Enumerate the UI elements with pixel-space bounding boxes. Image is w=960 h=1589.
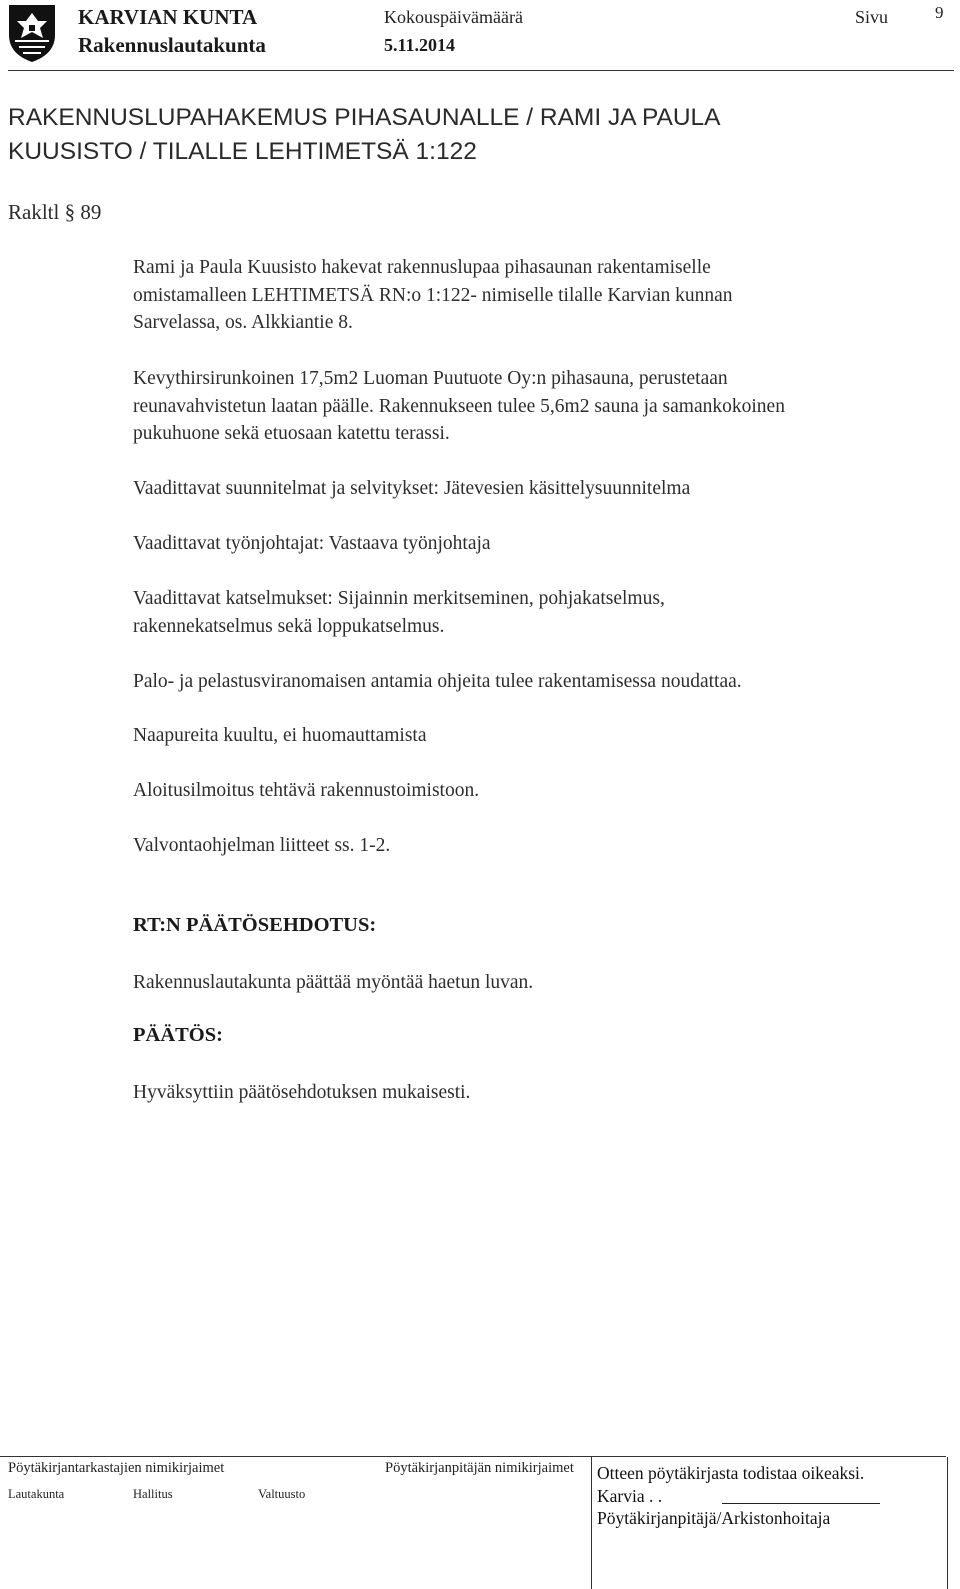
fire-authority-note: Palo- ja pelastusviranomaisen antamia ohjeita tulee rakentamisessa noudattaa.: [133, 671, 742, 692]
building-description-paragraph: [133, 365, 785, 448]
decision-heading: PÄÄTÖS:: [133, 1024, 223, 1046]
paragraph-line: Kevythirsirunkoinen 17,5m2 Luoman Puutuote Oy:n pihasauna, perustetaan: [133, 368, 728, 389]
section-reference: Rakltl § 89: [8, 200, 102, 224]
meeting-date-value: 5.11.2014: [384, 35, 456, 55]
proposal-text: Rakennuslautakunta päättää myöntää haetun luvan.: [133, 972, 534, 993]
meeting-date-label: Kokouspäivämäärä: [384, 7, 523, 27]
document-title: [8, 101, 721, 169]
application-paragraph: [133, 254, 733, 337]
paragraph-line: Sarvelassa, os. Alkkiantie 8.: [133, 312, 353, 333]
footer-column-government: Hallitus: [133, 1487, 173, 1501]
paragraph-line: Vaadittavat katselmukset: Sijainnin merkitseminen, pohjakatselmus,: [133, 588, 665, 609]
certification-signer-title: Pöytäkirjanpitäjä/Arkistonhoitaja: [597, 1508, 831, 1528]
organization-name: KARVIAN KUNTA: [78, 5, 258, 29]
header-divider: [8, 70, 954, 71]
footer-column-board: Lautakunta: [8, 1487, 65, 1501]
paragraph-line: reunavahvistetun laatan päälle. Rakennukseen tulee 5,6m2 sauna ja samankokoinen: [133, 395, 785, 417]
secretary-initials-label: Pöytäkirjanpitäjän nimikirjaimet: [385, 1460, 574, 1476]
footer-column-council: Valtuusto: [258, 1487, 306, 1501]
paragraph-line: omistamalleen LEHTIMETSÄ RN:o 1:122- nimiselle tilalle Karvian kunnan: [133, 284, 733, 306]
start-notice-note: Aloitusilmoitus tehtävä rakennustoimistoon.: [133, 780, 480, 801]
certification-place-date: Karvia . .: [597, 1486, 663, 1506]
neighbors-note: Naapureita kuultu, ei huomauttamista: [133, 725, 427, 746]
signature-line: [722, 1503, 880, 1504]
inspectors-initials-label: Pöytäkirjantarkastajien nimikirjaimet: [8, 1460, 225, 1476]
page-label: Sivu: [855, 7, 889, 27]
document-title-line: KUUSISTO / TILALLE LEHTIMETSÄ 1:122: [8, 138, 477, 165]
paragraph-line: rakennekatselmus sekä loppukatselmus.: [133, 615, 445, 637]
page-number: 9: [935, 3, 944, 22]
required-inspections: [133, 585, 665, 640]
paragraph-line: pukuhuone sekä etuosaan katettu terassi.: [133, 423, 450, 444]
municipal-coat-of-arms-icon: [7, 3, 57, 63]
required-plans: Vaadittavat suunnitelmat ja selvitykset: Jätevesien käsittelysuunnitelma: [133, 478, 691, 499]
paragraph-line: Rami ja Paula Kuusisto hakevat rakennuslupaa pihasaunan rakentamiselle: [133, 257, 711, 278]
board-name: Rakennuslautakunta: [78, 33, 266, 57]
certification-statement: Otteen pöytäkirjasta todistaa oikeaksi.: [597, 1463, 865, 1483]
document-title-line: RAKENNUSLUPAHAKEMUS PIHASAUNALLE / RAMI JA PAULA: [8, 104, 721, 131]
decision-text: Hyväksyttiin päätösehdotuksen mukaisesti.: [133, 1082, 471, 1103]
appendix-note: Valvontaohjelman liitteet ss. 1-2.: [133, 835, 391, 856]
proposal-heading: RT:N PÄÄTÖSEHDOTUS:: [133, 914, 377, 936]
required-supervisors: Vaadittavat työnjohtajat: Vastaava työnjohtaja: [133, 533, 491, 554]
